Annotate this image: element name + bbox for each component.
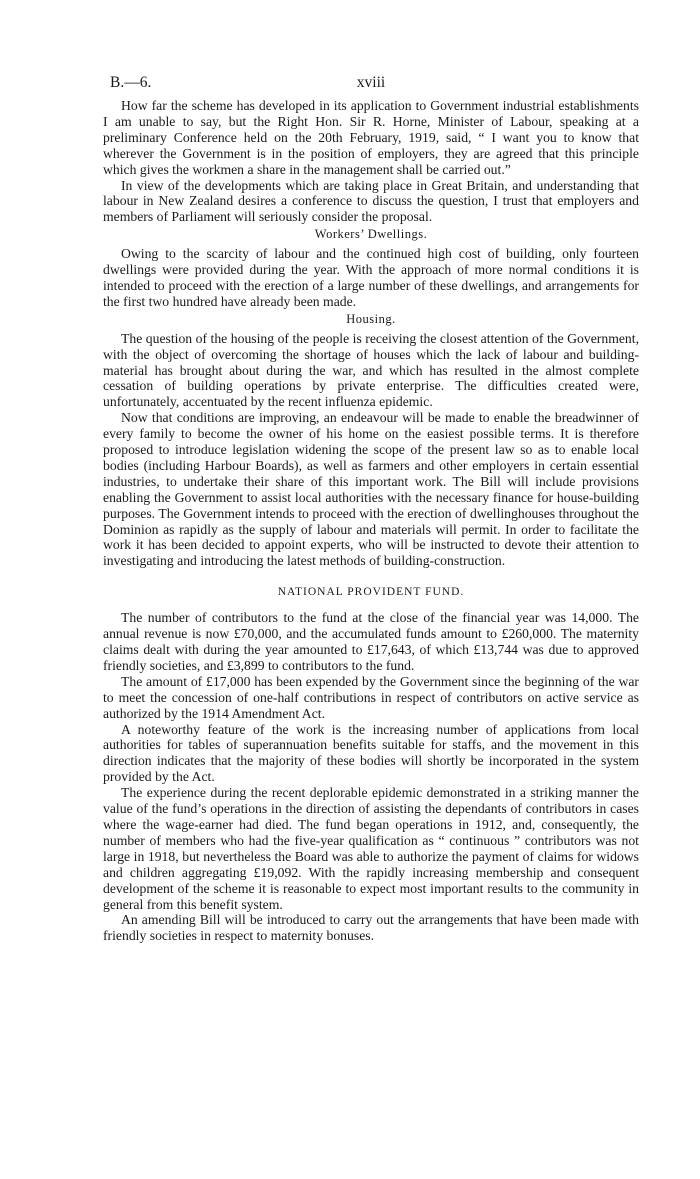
- provident-fund-paragraph: The number of contributors to the fund at the close of the financial year was 14,000. The annual revenue is now £70,000, and the accumulated funds amount to £260,000. The maternity claims dealt with during the year amounted to £17,643, of which £13,744 was due to approved friendly societies, and £3,899 to contributors to the fund.: [103, 610, 639, 673]
- provident-fund-paragraph: The experience during the recent deplorable epidemic demonstrated in a striking manner the value of the fund’s operations in the direction of assisting the dependants of contributors in cases where the wage-earner had died. The fund began operations in 1912, and, consequently, the number of members who had the five-year qualification as “ continuous ” contributors was not large in 1918, but nevertheless the Board was able to authorize the payment of claims for widows and children aggregating £19,092. With the rapidly increasing membership and consequent development of the scheme it is reasonable to expect most important results to the community in general from this benefit system.: [103, 785, 639, 912]
- housing-paragraph: The question of the housing of the people is receiving the closest attention of the Government, with the object of overcoming the shortage of houses which the lack of labour and building-material has brought about during the war, and which has resulted in the almost complete cessation of building operations by private enterprise. The difficulties created were, unfortunately, accentuated by the recent influenza epidemic.: [103, 330, 639, 410]
- page-number: xviii: [356, 74, 386, 91]
- workers-dwellings-paragraph: Owing to the scarcity of labour and the continued high cost of building, only fourteen dwellings were provided during the year. With the approach of more normal conditions it is intended to proceed with the erection of a large number of these dwellings, and arrangements for the first two hundred have already been made.: [103, 246, 639, 309]
- section-heading-national-provident-fund: NATIONAL PROVIDENT FUND.: [277, 586, 465, 599]
- document-body: [103, 98, 639, 944]
- intro-paragraph: In view of the developments which are taking place in Great Britain, and understanding that labour in New Zealand desires a conference to discuss the question, I trust that employers and members of Parliament will seriously consider the proposal.: [103, 177, 639, 225]
- document-reference: B.—6.: [110, 74, 152, 91]
- provident-fund-paragraph: A noteworthy feature of the work is the increasing number of applications from local authorities for tables of superannuation benefits suitable for staffs, and the movement in this direction indicates that the majority of these bodies will shortly be incorporated in the system provided by the Act.: [103, 721, 639, 785]
- page-header: [110, 74, 632, 94]
- housing-paragraph: Now that conditions are improving, an endeavour will be made to enable the breadwinner of every family to become the owner of his home on the easiest possible terms. It is therefore proposed to introduce legislation widening the scope of the present law so as to enable local bodies (including Harbour Boards), as well as farmers and other employers in certain essential industries, to undertake their share of this important work. The Bill will include provisions enabling the Government to assist local authorities with the necessary finance for house-building purposes. The Government intends to proceed with the erection of dwellinghouses throughout the Dominion as rapidly as the supply of labour and materials will permit. In order to facilitate the work it has been decided to appoint experts, who will be instructed to devote their attention to investigating and introducing the latest methods of building-construction.: [103, 410, 639, 569]
- provident-fund-paragraph: The amount of £17,000 has been expended by the Government since the beginning of the war to meet the concession of one-half contributions in respect of contributors on active service as authorized by the 1914 Amendment Act.: [103, 673, 639, 721]
- section-heading-housing: Housing.: [346, 311, 396, 326]
- intro-paragraph: How far the scheme has developed in its application to Government industrial establishments I am unable to say, but the Right Hon. Sir R. Horne, Minister of Labour, speaking at a preliminary Conference held on the 20th February, 1919, said, “ I want you to know that wherever the Government is in the position of employers, they are agreed that this principle which gives the workmen a share in the management shall be carried out.”: [103, 98, 639, 177]
- provident-fund-paragraph: An amending Bill will be introduced to carry out the arrangements that have been made with friendly societies in respect to maternity bonuses.: [103, 912, 639, 944]
- section-heading-workers-dwellings: Workers’ Dwellings.: [314, 227, 428, 242]
